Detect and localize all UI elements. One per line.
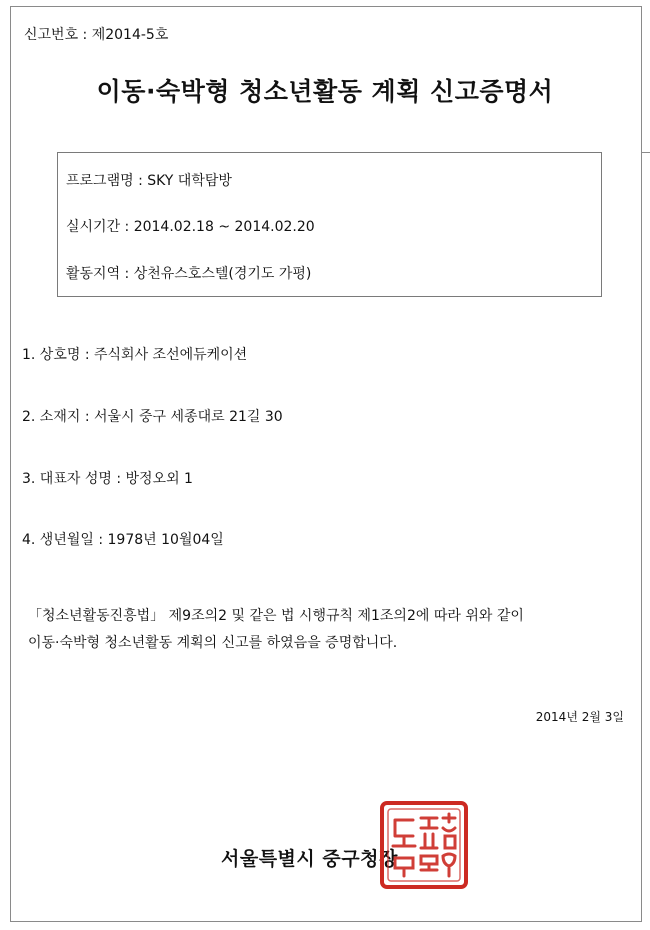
list-item: 2. 소재지 : 서울시 중구 세종대로 21길 30 xyxy=(22,409,283,425)
program-location: 활동지역 : 상천유스호스텔(경기도 가평) xyxy=(66,266,312,282)
program-period: 실시기간 : 2014.02.18 ~ 2014.02.20 xyxy=(66,219,315,235)
divider-line xyxy=(642,152,650,153)
list-item: 3. 대표자 성명 : 방정오외 1 xyxy=(22,471,193,487)
statement-line-2: 이동·숙박형 청소년활동 계획의 신고를 하였음을 증명합니다. xyxy=(28,635,398,651)
list-item: 1. 상호명 : 주식회사 조선에듀케이션 xyxy=(22,347,248,363)
official-seal-stamp xyxy=(379,800,469,890)
document-title: 이동·숙박형 청소년활동 계획 신고증명서 xyxy=(96,77,554,106)
program-info-box xyxy=(57,152,602,297)
program-name: 프로그램명 : SKY 대학탐방 xyxy=(66,173,232,189)
statement-line-1: 「청소년활동진흥법」 제9조의2 및 같은 법 시행규칙 제1조의2에 따라 위와 같이 xyxy=(28,608,524,624)
certification-statement xyxy=(28,603,628,657)
issuer-name: 서울특별시 중구청장 xyxy=(221,848,398,870)
list-item: 4. 생년월일 : 1978년 10월04일 xyxy=(22,532,224,548)
document-page xyxy=(10,6,642,922)
report-number: 신고번호 : 제2014-5호 xyxy=(24,27,169,43)
issue-date: 2014년 2월 3일 xyxy=(535,710,624,724)
